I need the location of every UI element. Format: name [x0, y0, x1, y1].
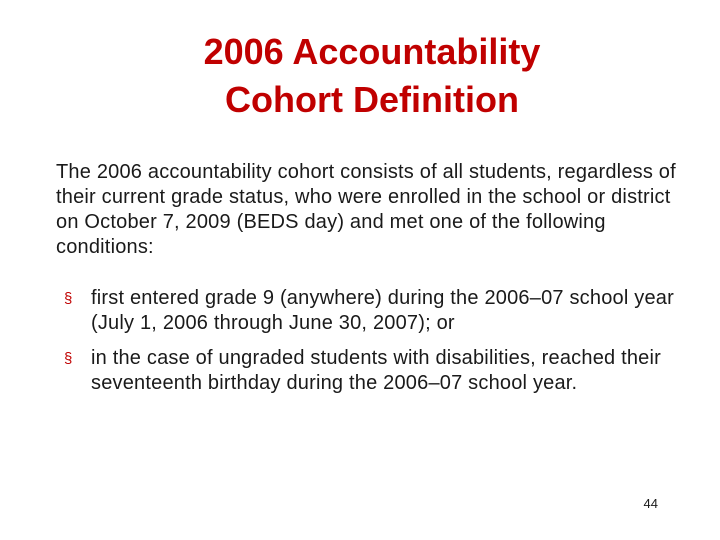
condition-text: in the case of ungraded students with disabilities, reached their seventeenth birthday during the 2006–07 school year.	[91, 347, 662, 394]
slide-title-line-1: 2006 Accountability	[203, 31, 541, 72]
slide-title	[0, 28, 720, 124]
section-sign-bullet-icon: §	[64, 290, 73, 307]
intro-paragraph: The 2006 accountability cohort consists of all students, regardless of their current grade status, who were enrolled in the school or district on October 7, 2009 (BEDS day) and met one of the following conditions:	[56, 161, 676, 258]
condition-item	[64, 346, 694, 396]
page-number: 44	[643, 496, 658, 511]
condition-item	[64, 286, 694, 336]
conditions-list	[64, 286, 694, 406]
section-sign-bullet-icon: §	[64, 350, 73, 367]
condition-text: first entered grade 9 (anywhere) during the 2006–07 school year (July 1, 2006 through June 30, 2007); or	[91, 287, 674, 334]
slide-title-line-2: Cohort Definition	[225, 79, 519, 120]
